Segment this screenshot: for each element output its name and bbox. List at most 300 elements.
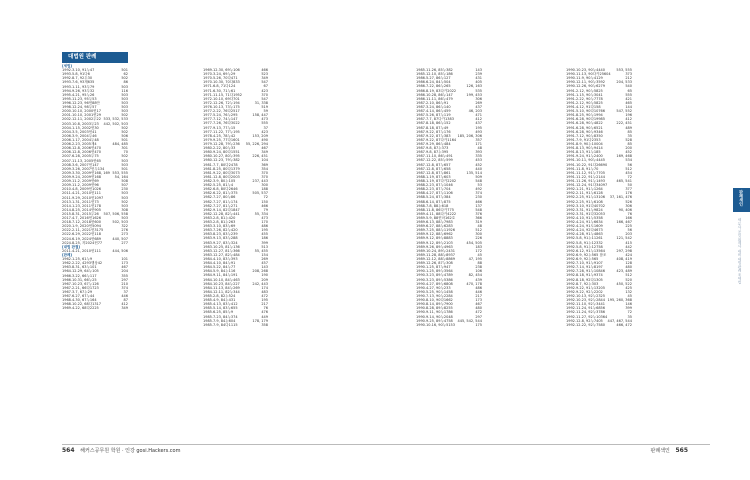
case-entry	[416, 323, 482, 327]
case-page-refs: 507	[121, 183, 128, 188]
case-page-refs: 195, 260, 368	[607, 298, 632, 303]
case-page-refs: 45	[627, 294, 632, 299]
case-citation: 1991.11.12, 91누7705	[566, 170, 606, 175]
case-page-refs: 503	[121, 203, 128, 208]
case-list-column-1	[62, 64, 128, 311]
case-citation: 1977.2.22, 76다2517	[203, 109, 240, 114]
case-page-refs: 173	[121, 261, 128, 266]
case-page-refs: 513	[261, 244, 268, 249]
case-page-refs: 467	[261, 146, 268, 151]
case-citation: 1980.10.27, 80누395	[203, 154, 240, 159]
case-citation: 1986.6.24, 84누504	[416, 80, 451, 85]
case-page-refs: 178, 179	[252, 318, 268, 323]
case-citation: 1972.12.26, 72누194	[203, 100, 240, 105]
case-citation: 2011.9.29, 2010헌1097	[62, 195, 104, 200]
case-citation: 1971.6.8, 71다124	[203, 84, 236, 89]
case-page-refs: 437	[475, 121, 482, 126]
case-page-refs: 88	[477, 261, 482, 266]
case-citation: 2004.1.15, 2002헌30	[62, 125, 99, 130]
case-page-refs: 174	[261, 285, 268, 290]
case-citation: 1970.3.24, 69누29	[203, 72, 236, 77]
case-page-refs: 503	[121, 92, 128, 97]
case-page-refs: 445, 542, 544	[457, 318, 482, 323]
case-page-refs: 540	[625, 84, 632, 89]
case-citation: 1991.6.28, 90누6521	[566, 125, 603, 130]
case-citation: 1987.9.22, 87다카1164	[416, 137, 457, 142]
case-citation: 1984.5.9, 84누116	[203, 269, 236, 274]
case-citation: 2007.6.28, 2005두75	[62, 154, 99, 159]
case-page-refs: 523	[261, 72, 268, 77]
case-page-refs: 35	[627, 133, 632, 138]
case-page-refs: 55, 334	[254, 211, 268, 216]
case-citation: 1987.9.22, 87누176	[416, 129, 451, 134]
case-page-refs: 483	[261, 289, 268, 294]
case-page-refs: 502, 503	[112, 220, 128, 225]
case-page-refs: 519	[261, 104, 268, 109]
case-citation: 1992.4.24, 92다4673	[566, 228, 603, 233]
case-page-refs: 506	[121, 133, 128, 138]
case-page-refs: 376	[475, 211, 482, 216]
case-page-refs: 225	[625, 224, 632, 229]
case-citation: 1992.4.10, 91누5358	[566, 215, 603, 220]
case-page-refs: 158, 447	[252, 113, 268, 118]
case-citation: 2006.12.8, 2006헌470	[62, 150, 102, 155]
case-citation: 1992.5.8, 91누12758	[566, 244, 603, 249]
case-citation: 1985.5.14, 83누655	[203, 306, 238, 311]
case-citation: 2009.11.2, 2009헌96	[62, 183, 99, 188]
case-page-refs: 471	[475, 113, 482, 118]
case-page-refs: 480	[625, 265, 632, 270]
case-page-refs: 297	[121, 277, 128, 282]
case-citation: 1985.6.25, 85누9	[203, 310, 234, 315]
case-page-refs: 269	[475, 100, 482, 105]
case-citation: 1991.8.9, 90누10004	[566, 141, 603, 146]
case-citation: 1962.1.25, 61누9	[62, 257, 93, 262]
case-page-refs: 502	[121, 199, 128, 204]
case-citation: 1992.3.10, 91누47	[62, 68, 95, 73]
case-page-refs: 501	[121, 137, 128, 142]
case-citation: 2001.10.10, 2001헌29	[62, 113, 102, 118]
case-citation: 2006.3.9, 2004두46	[62, 133, 97, 138]
case-citation: 1987.12.8, 87누657	[416, 162, 451, 167]
case-page-refs: 171	[475, 141, 482, 146]
footer-divider	[62, 444, 710, 445]
case-page-refs: 452	[475, 162, 482, 167]
case-page-refs: 137	[475, 203, 482, 208]
chapter-subtitle: 세무사·공인회계사 대비 세법판례 조세법	[738, 218, 742, 284]
case-page-refs: 172	[475, 248, 482, 253]
case-page-refs: 548	[475, 207, 482, 212]
case-page-refs: 72	[627, 174, 632, 179]
case-page-refs: 300	[475, 232, 482, 237]
case-page-refs: 503	[121, 216, 128, 221]
case-citation: 1989.6.13, 88누7983	[416, 220, 453, 225]
case-page-refs: 507, 506, 558	[103, 211, 128, 216]
case-citation: 1983.12.27, 81누366	[203, 248, 240, 253]
case-citation: 1983.12.27, 82누484	[203, 252, 240, 257]
case-citation: 1988.2.23, 87누1046	[416, 183, 453, 188]
chapter-tab-label: 판례색인	[739, 190, 744, 206]
case-page-refs: 226	[475, 236, 482, 241]
case-page-refs: 454	[625, 170, 632, 175]
case-citation: 1982.7.27, 81누174	[203, 199, 238, 204]
case-citation: 2011.4.21, 2010헌111	[62, 248, 102, 253]
case-page-refs: 374	[475, 191, 482, 196]
case-citation: 1979.12.28, 79누236	[203, 141, 240, 146]
case-citation: 1993.5.8, 91다6	[62, 72, 90, 77]
case-citation: 1990.5.25, 90누1458	[416, 289, 453, 294]
case-citation: 1987.11.10, 86누491	[416, 154, 453, 159]
case-page-refs: 87	[123, 298, 128, 303]
case-page-refs: 72	[627, 310, 632, 315]
case-page-refs: 533, 532, 533	[103, 117, 128, 122]
case-citation: 1964.12.29, 64누105	[62, 269, 99, 274]
case-page-refs: 431	[475, 76, 482, 81]
case-citation: 1991.8.25, 90누1994	[566, 113, 603, 118]
case-citation: 1989.9.12, 88누6962	[416, 232, 453, 237]
footer-left-text: 해커스공무원 학원 · 인강 gosi.Hackers.com	[80, 448, 181, 454]
case-citation: 1991.8.13, 90누9414	[566, 146, 603, 151]
case-page-refs: 370	[261, 92, 268, 97]
case-citation: 1987.2.10, 86누91	[416, 100, 449, 105]
case-citation: 2009.3.26, 2007헌두134	[62, 166, 105, 171]
case-citation: 2020.1.9, 2020헌5094	[62, 224, 102, 229]
case-entry	[62, 306, 128, 310]
case-citation: 1992.5.8, 91누12332	[566, 240, 603, 245]
case-page-refs: 473	[261, 215, 268, 220]
case-citation: 1990.4.27, 90누233	[416, 285, 451, 290]
case-citation: 1991.2.12, 90누5825	[566, 88, 603, 93]
case-citation: 1986.7.22, 86누265	[416, 84, 451, 89]
case-citation: 1992.11.24, 91누6856	[566, 306, 606, 311]
case-page-refs: 190	[261, 273, 268, 278]
case-citation: 1992.7.14, 91누8197	[566, 265, 603, 270]
case-citation: 1992.6.9, 92누565	[566, 257, 599, 262]
case-citation: 2006.2.23, 2005재4	[62, 142, 97, 147]
case-citation: 1989.4.11, 88다카4222	[416, 211, 457, 216]
case-citation: 1972.10.10, 69다701	[203, 96, 240, 101]
case-citation: [대법 판결]	[62, 244, 80, 249]
case-page-refs: 484, 485	[112, 142, 128, 147]
case-page-refs: 465	[625, 100, 632, 105]
case-page-refs: 470, 178	[466, 281, 482, 286]
case-citation: 2014.1.23, 2011헌178	[62, 203, 102, 208]
case-page-refs: 440	[475, 166, 482, 171]
case-citation: 1987.9.22, 87누383	[416, 133, 451, 138]
case-page-refs: 144	[625, 104, 632, 109]
case-page-refs: 166, 467	[616, 220, 632, 225]
case-page-refs: 490	[261, 137, 268, 142]
case-page-refs: 473	[261, 117, 268, 122]
case-citation: 2024.8.25, 자2024헌77	[62, 240, 103, 245]
case-citation: 1985.2.8, 82누524	[203, 294, 236, 299]
case-page-refs: 183	[475, 244, 482, 249]
case-page-refs: 106	[475, 269, 482, 274]
case-citation: 1984.10.10, 84누463	[203, 277, 240, 282]
case-citation: 1995.4.21, 95누26	[62, 92, 95, 97]
case-page-refs: 501	[121, 68, 128, 73]
case-page-refs: 489	[625, 125, 632, 130]
case-citation: 1990.8.28, 89누8255	[416, 306, 453, 311]
case-citation: 1990.9.14, 90누2048	[416, 314, 453, 319]
case-page-refs: 300	[261, 183, 268, 188]
case-citation: 1995.11.23, 95두53	[62, 96, 97, 101]
case-page-refs: 503	[121, 191, 128, 196]
case-citation: 1983.10.25, 81누136	[203, 244, 240, 249]
case-page-refs: 146	[625, 302, 632, 307]
case-page-refs: 349	[261, 76, 268, 81]
case-citation: 1990.8.10, 90다1662	[416, 298, 453, 303]
case-page-refs: 186	[261, 236, 268, 241]
case-page-refs: 535	[475, 88, 482, 93]
case-page-refs: 439	[475, 277, 482, 282]
case-citation: 1992.1.21, 91누1264	[566, 187, 603, 192]
case-citation: 1992.3.10, 91다40702	[566, 203, 606, 208]
case-citation: 1963.8.31, 63누101	[62, 265, 97, 270]
case-page-refs: 55, 455	[254, 248, 268, 253]
case-citation: 1983.9.13, 83누288	[203, 236, 238, 241]
case-page-refs: 377	[625, 187, 632, 192]
case-page-refs: 440, 507	[112, 236, 128, 241]
case-citation: 1970.10.30, 70다833	[203, 80, 240, 85]
case-citation: 1967.3.7, 67누29	[62, 290, 93, 295]
footer-right	[651, 447, 688, 454]
case-citation: 1989.12.26, 87누308	[416, 261, 453, 266]
case-page-refs: 104	[261, 158, 268, 163]
case-citation: 1967.2.21, 66다1723	[62, 285, 99, 290]
case-page-refs: 442, 502, 503	[103, 121, 128, 126]
page-number-left: 564	[62, 447, 75, 454]
case-citation: 1984.12.11, 82누344	[203, 289, 240, 294]
case-page-refs: 176	[625, 191, 632, 196]
case-page-refs: 196	[625, 113, 632, 118]
case-citation: 1990.11.13, 90다카25604	[566, 72, 611, 77]
case-citation: 1984.4.10, 83누393	[203, 257, 238, 262]
case-citation: 1988.11.8, 86다카775	[416, 207, 454, 212]
case-page-refs: 370	[261, 170, 268, 175]
case-citation: 1987.12.8, 87누658	[416, 166, 451, 171]
case-citation: 1980.9.24, 80다1551	[203, 150, 240, 155]
case-entry	[566, 323, 632, 327]
case-page-refs: 405	[475, 80, 482, 85]
case-citation: 1982.12.28, 82누441	[203, 211, 240, 216]
case-page-refs: 505, 537	[252, 191, 268, 196]
case-citation: 1992.3.31, 91누9824	[566, 207, 603, 212]
case-citation: 1992.4.24, 91도1609	[566, 224, 603, 229]
case-citation: 1982.6.8, 80다2646	[203, 187, 238, 192]
case-citation: 1989.9.26, 89누4963	[416, 244, 453, 249]
case-page-refs: 374	[121, 285, 128, 290]
case-page-refs: 447, 467, 544	[607, 318, 632, 323]
case-page-refs: 37, 161, 476	[609, 195, 632, 200]
case-page-refs: 492	[475, 187, 482, 192]
case-page-refs: 45	[477, 252, 482, 257]
case-page-refs: 503	[121, 96, 128, 101]
case-citation: 1986.5.27, 86누127	[416, 76, 451, 81]
case-page-refs: 476	[261, 310, 268, 315]
case-page-refs: 502	[121, 154, 128, 159]
case-citation: 1986.8.19, 83다카2022	[416, 88, 457, 93]
case-page-refs: 204, 533	[616, 80, 632, 85]
case-citation: 1990.9.25, 89누4758	[416, 318, 453, 323]
case-citation: 1988.4.27, 87누1106	[416, 191, 453, 196]
case-citation: 1982.9.14, 82다1847	[203, 207, 240, 212]
case-citation: 1983.9.27, 83누324	[203, 240, 238, 245]
case-citation: 1992.9.22, 92누2202	[566, 289, 603, 294]
case-page-refs: 512	[625, 273, 632, 278]
case-page-refs: 170	[261, 220, 268, 225]
case-citation: 1986.11.11, 86누479	[416, 96, 453, 101]
case-citation: 2017.4.7, 2016헌1626	[62, 216, 102, 221]
case-page-refs: 37	[263, 125, 268, 130]
case-page-refs: 48	[477, 224, 482, 229]
case-citation: 1992.2.25, 91누13106	[566, 195, 606, 200]
case-citation: 1991.10.11, 90누4445	[566, 158, 606, 163]
case-page-refs: 424	[625, 252, 632, 257]
case-page-refs: 185, 206, 306	[457, 133, 482, 138]
case-page-refs: 301	[121, 146, 128, 151]
case-page-refs: 503	[121, 158, 128, 163]
case-page-refs: 547	[261, 80, 268, 85]
case-citation: 1990.3.23, 89누4789	[416, 273, 453, 278]
case-citation: 1992.12.8, 92누7405	[566, 318, 603, 323]
case-page-refs: 369	[261, 162, 268, 167]
page-number-right: 565	[675, 447, 688, 454]
case-citation: 1990.1.25, 87누947	[416, 265, 451, 270]
case-citation: 1967.10.23, 67누126	[62, 281, 99, 286]
case-citation: 1992.8.7, 92두30	[62, 76, 93, 81]
case-page-refs: 237, 443	[252, 178, 268, 183]
case-citation: 1987.9.8, 87누395	[416, 150, 449, 155]
case-citation: 2015.8.31, 2015두26	[62, 211, 99, 216]
case-citation: 1980.2.22, 80누33	[203, 146, 236, 151]
case-citation: 1977.5.24, 76누295	[203, 113, 238, 118]
case-page-refs: 399	[261, 240, 268, 245]
case-page-refs: 457	[261, 261, 268, 266]
case-page-refs: 70	[123, 150, 128, 155]
case-citation: 2011.4.21, 2010헌111	[62, 191, 102, 196]
case-page-refs: 526	[625, 199, 632, 204]
case-citation: 1991.6.28, 90누9346	[566, 129, 603, 134]
case-citation: [세법]	[62, 64, 72, 68]
case-citation: 1968.10.22, 68다1317	[62, 302, 102, 307]
case-page-refs: 437	[475, 104, 482, 109]
case-page-refs: 273	[121, 232, 128, 237]
case-page-refs: 465, 541	[616, 178, 632, 183]
case-citation: 1966.3.22, 66누117	[62, 273, 97, 278]
case-citation: 1985.4.13, 83누412	[203, 302, 238, 307]
case-citation: 1990.9.11, 90누1786	[416, 310, 453, 315]
case-page-refs: 306	[475, 96, 482, 101]
case-page-refs: 31, 338	[254, 100, 268, 105]
case-page-refs: 143	[475, 68, 482, 72]
case-page-refs: 209	[261, 277, 268, 282]
case-citation: 1976.10.13, 73누175	[203, 104, 240, 109]
case-page-refs: 512	[475, 228, 482, 233]
case-citation: 1982.7.27, 80누86	[203, 195, 236, 200]
case-page-refs: 269	[261, 257, 268, 262]
case-page-refs: 238	[475, 265, 482, 270]
case-page-refs: 423	[261, 129, 268, 134]
case-citation: 2009.11.2, 2009헌69	[62, 179, 99, 184]
footer-right-text: 판례색인	[650, 448, 670, 454]
case-citation: 1991.1.15, 90누3041	[566, 92, 603, 97]
case-page-refs: 502	[121, 113, 128, 118]
case-page-refs: 79	[263, 207, 268, 212]
case-page-refs: 35	[627, 314, 632, 319]
case-page-refs: 200	[625, 146, 632, 151]
case-citation: 1991.11.26, 91누1493	[566, 178, 606, 183]
case-page-refs: 442	[625, 244, 632, 249]
case-page-refs: 85	[627, 129, 632, 134]
case-page-refs: 547, 552	[616, 109, 632, 114]
case-citation: 1992.12.22, 92누7580	[566, 322, 606, 327]
case-citation: 2022.2.11, 2021헌3175	[62, 228, 104, 233]
case-page-refs: 72	[263, 195, 268, 200]
case-page-refs: 153, 209	[252, 133, 268, 138]
case-page-refs: 452	[625, 150, 632, 155]
case-page-refs: 90, 406	[618, 207, 632, 212]
case-citation: 1987.8.18, 86누152	[416, 121, 451, 126]
case-citation: 1988.7.8, 88누618	[416, 203, 449, 208]
case-citation: 2022.6.29, 2022헌118	[62, 232, 102, 237]
case-page-refs: 226, 451	[252, 154, 268, 159]
case-page-refs: 508	[121, 179, 128, 184]
case-citation: 1987.12.8, 87누861	[416, 170, 451, 175]
case-citation: 1991.7.9, 91다2353	[566, 137, 601, 142]
case-citation: 1983.3.10, 83누69	[203, 224, 236, 229]
case-citation: 1987.9.29, 86누484	[416, 141, 451, 146]
case-page-refs: 349	[261, 150, 268, 155]
case-citation: 1991.11.8, 91누70	[566, 166, 599, 171]
case-page-refs: 59	[263, 109, 268, 114]
case-citation: 1986.10.28, 86누147	[416, 92, 453, 97]
case-list-column-4	[566, 68, 632, 327]
case-citation: 1985.11.26, 85누382	[416, 68, 453, 72]
case-list-column-2	[203, 68, 268, 327]
case-page-refs: 335	[475, 154, 482, 159]
case-citation: 1988.1.19, 87누603	[416, 174, 451, 179]
case-page-refs: 444, 506	[112, 248, 128, 253]
case-page-refs: 357	[475, 137, 482, 142]
case-page-refs: 373	[625, 72, 632, 77]
case-page-refs: 55, 226, 294	[245, 141, 268, 146]
case-citation: 1984.9.11, 84누191	[203, 273, 238, 278]
case-page-refs: 212	[625, 76, 632, 81]
case-citation: 1967.6.27, 67누44	[62, 294, 95, 299]
case-citation: 2014.8.25, 2014헌905	[62, 207, 102, 212]
case-citation: 1978.4.25, 78누42	[203, 133, 236, 138]
case-page-refs: 56	[627, 228, 632, 233]
case-page-refs: 480	[475, 306, 482, 311]
case-page-refs: 143	[261, 265, 268, 270]
case-citation: 1992.6.12, 91누13564	[566, 248, 606, 253]
case-citation: 1979.9.25, 77다1601	[203, 137, 240, 142]
case-page-refs: 203	[625, 232, 632, 237]
case-citation: 1983.2.8, 81누263	[203, 220, 236, 225]
case-citation: 1981.7.7, 80다2478	[203, 162, 238, 167]
case-page-refs: 56	[627, 162, 632, 167]
case-citation: 1983.7.26, 82누420	[203, 228, 238, 233]
case-citation: 1984.11.13, 84누269	[203, 285, 240, 290]
case-page-refs: 503	[121, 109, 128, 114]
case-citation: 1991.2.22, 90누7778	[566, 96, 603, 101]
case-citation: 1990.1.25, 89누3564	[416, 269, 453, 274]
case-page-refs: 126, 163	[466, 84, 482, 89]
case-citation: 1991.7.12, 90누8350	[566, 133, 603, 138]
case-citation: 1991.6.28, 90누4822	[566, 121, 603, 126]
case-page-refs: 150	[261, 199, 268, 204]
